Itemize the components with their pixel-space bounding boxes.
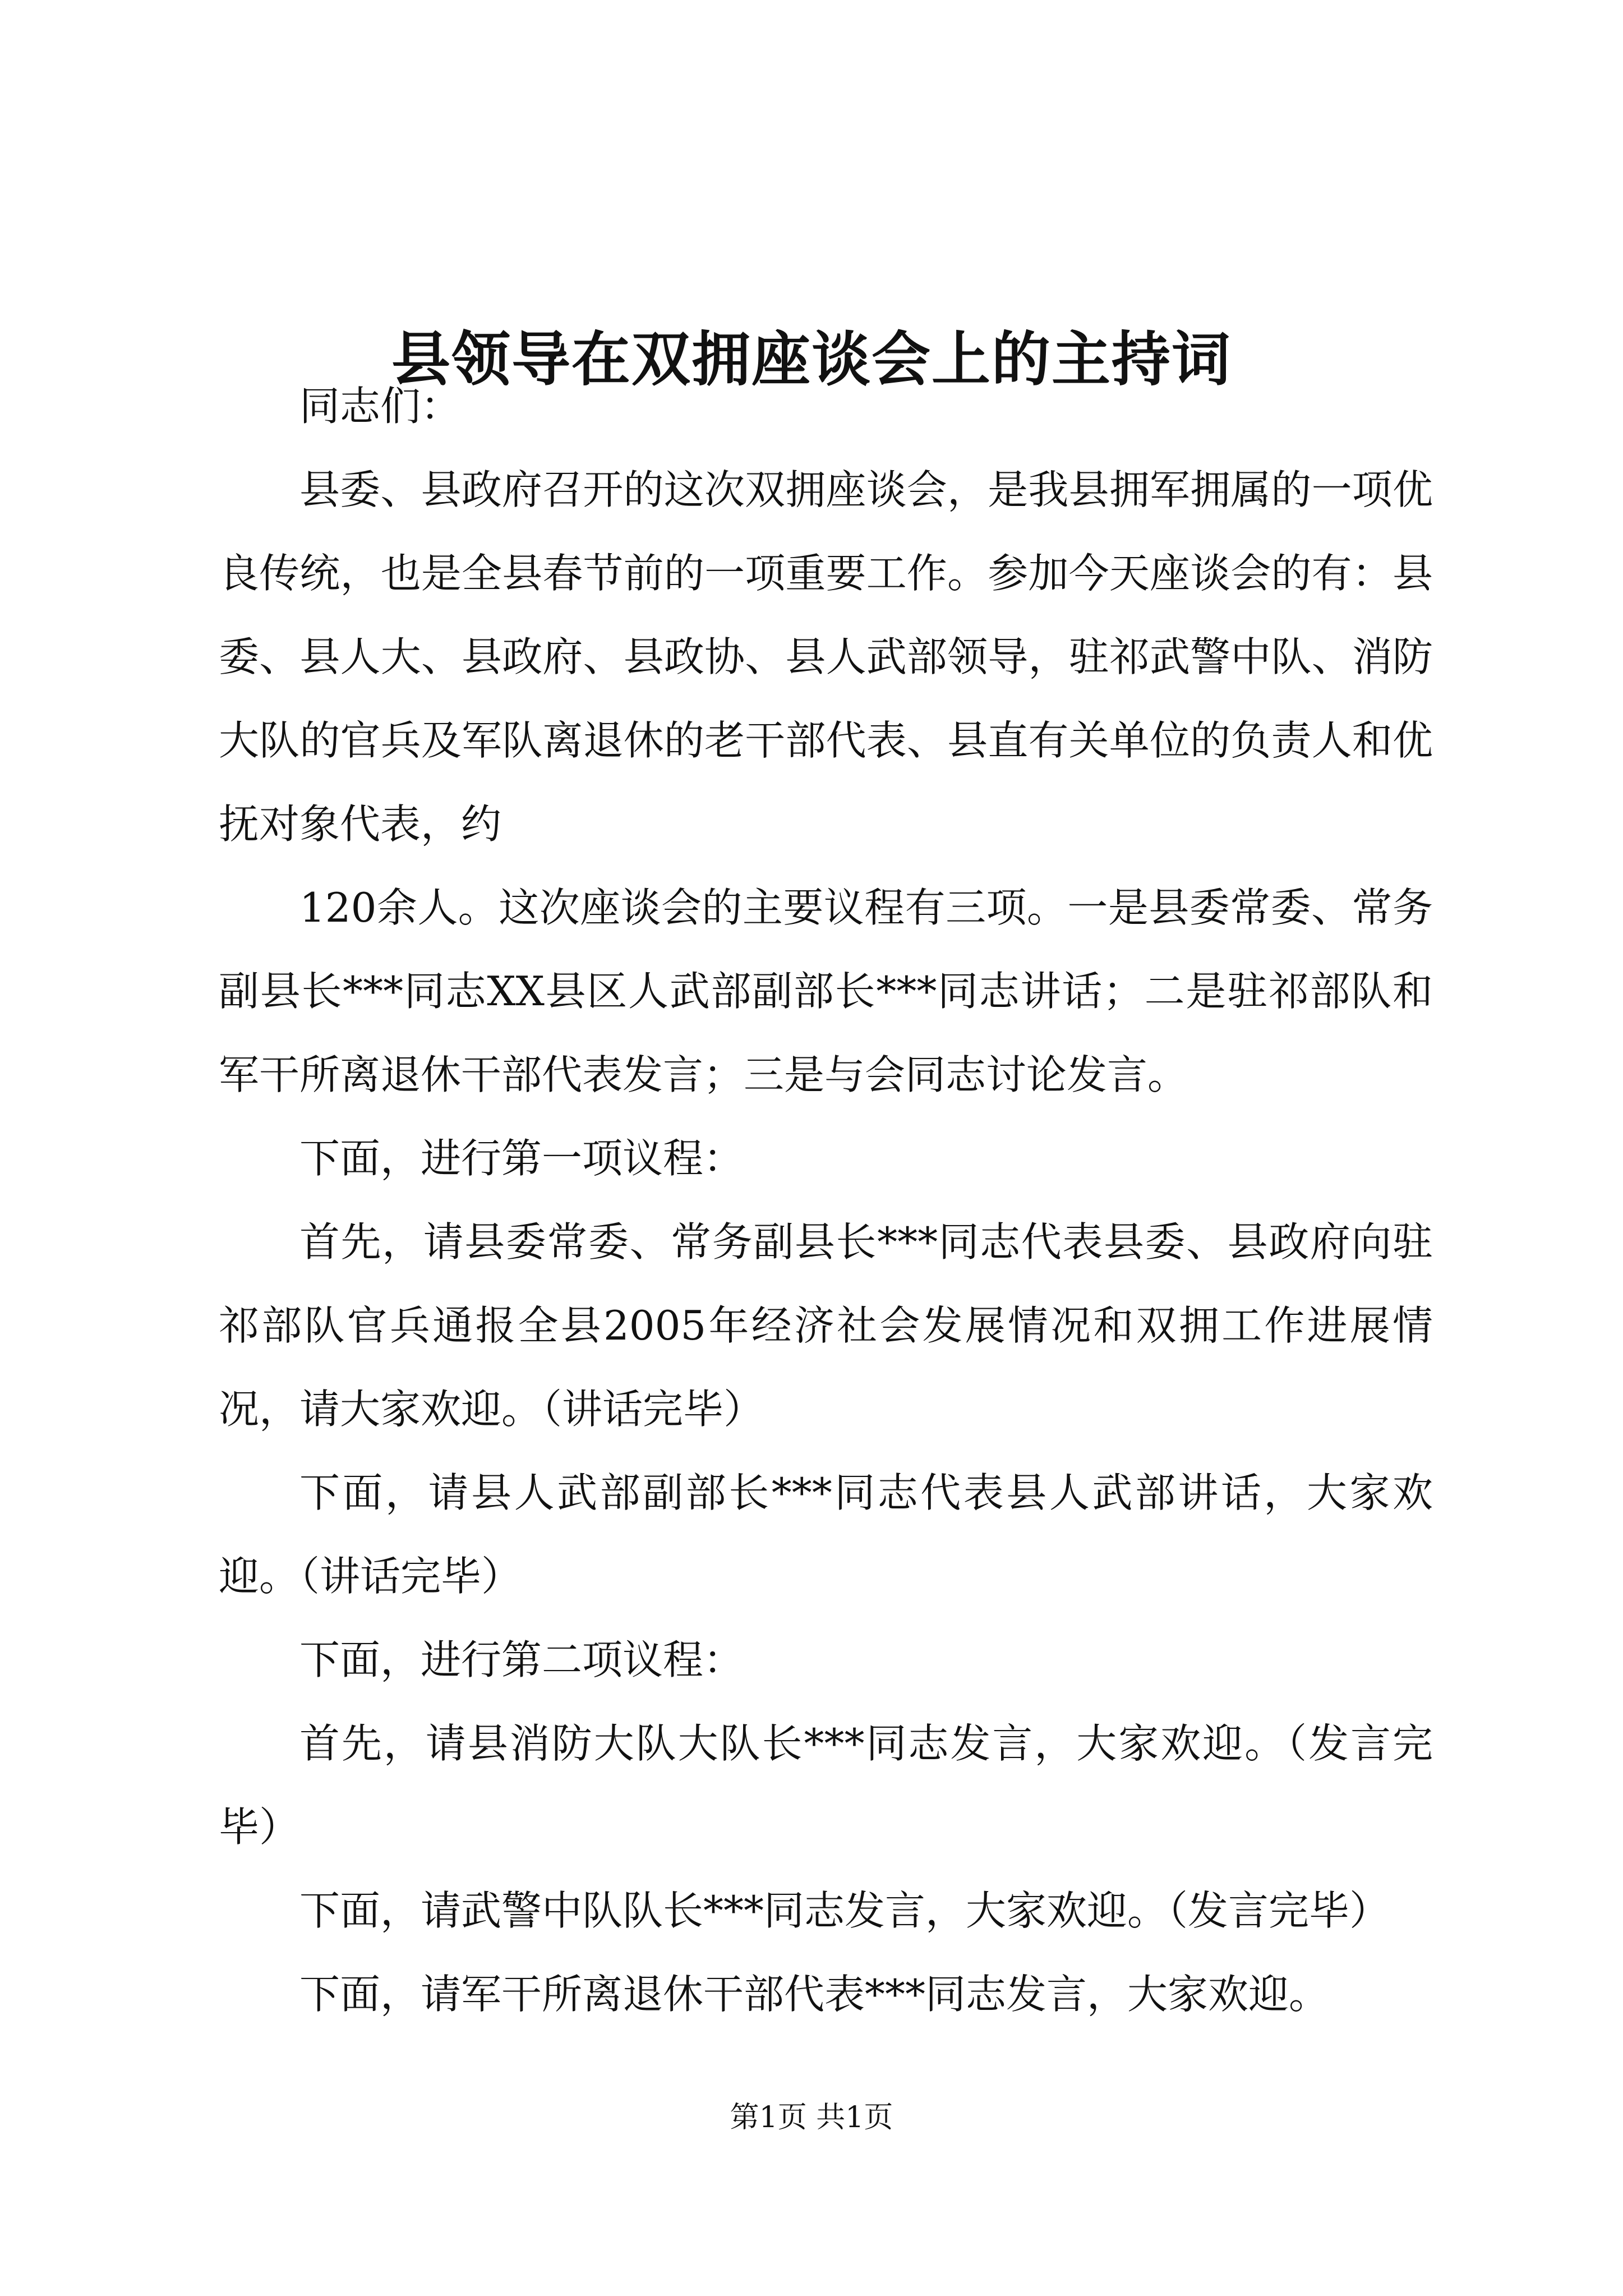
document-title: 县领导在双拥座谈会上的主持词 bbox=[391, 324, 1232, 394]
paragraph-agenda-item-1: 下面，进行第一项议程： bbox=[299, 1135, 744, 1182]
document-body bbox=[219, 365, 1433, 2036]
paragraph-agenda: 120余人。这次座谈会的主要议程有三项。一是县委常委、常务副县长***同志XX县区人武部副部长***同志讲话；二是驻祁部队和军干所离退休干部代表发言；三是与会同志讨论发言。 bbox=[219, 884, 1433, 1098]
page-footer: 第1页 共1页 bbox=[730, 2101, 893, 2134]
paragraph-speech-1: 首先，请县委常委、常务副县长***同志代表县委、县政府向驻祁部队官兵通报全县2005年经济社会发展情况和双拥工作进展情况，请大家欢迎。（讲话完毕） bbox=[219, 1218, 1433, 1433]
paragraph-introduction: 县委、县政府召开的这次双拥座谈会，是我县拥军拥属的一项优良传统，也是全县春节前的一项重要工作。参加今天座谈会的有：县委、县人大、县政府、县政协、县人武部领导，驻祁武警中队、消防大队的官兵及军队离退休的老干部代表、县直有关单位的负责人和优抚对象代表，约 bbox=[219, 466, 1433, 848]
paragraph-speech-5: 下面，请军干所离退休干部代表***同志发言，大家欢迎。 bbox=[299, 1971, 1330, 2018]
paragraph-speech-4: 下面，请武警中队队长***同志发言，大家欢迎。（发言完毕） bbox=[299, 1887, 1390, 1934]
paragraph-salutation: 同志们： bbox=[299, 383, 462, 430]
paragraph-agenda-item-2: 下面，进行第二项议程： bbox=[299, 1636, 744, 1683]
paragraph-speech-3: 首先，请县消防大队大队长***同志发言，大家欢迎。（发言完毕） bbox=[219, 1720, 1433, 1851]
paragraph-speech-2: 下面，请县人武部副部长***同志代表县人武部讲话，大家欢迎。（讲话完毕） bbox=[219, 1469, 1433, 1600]
